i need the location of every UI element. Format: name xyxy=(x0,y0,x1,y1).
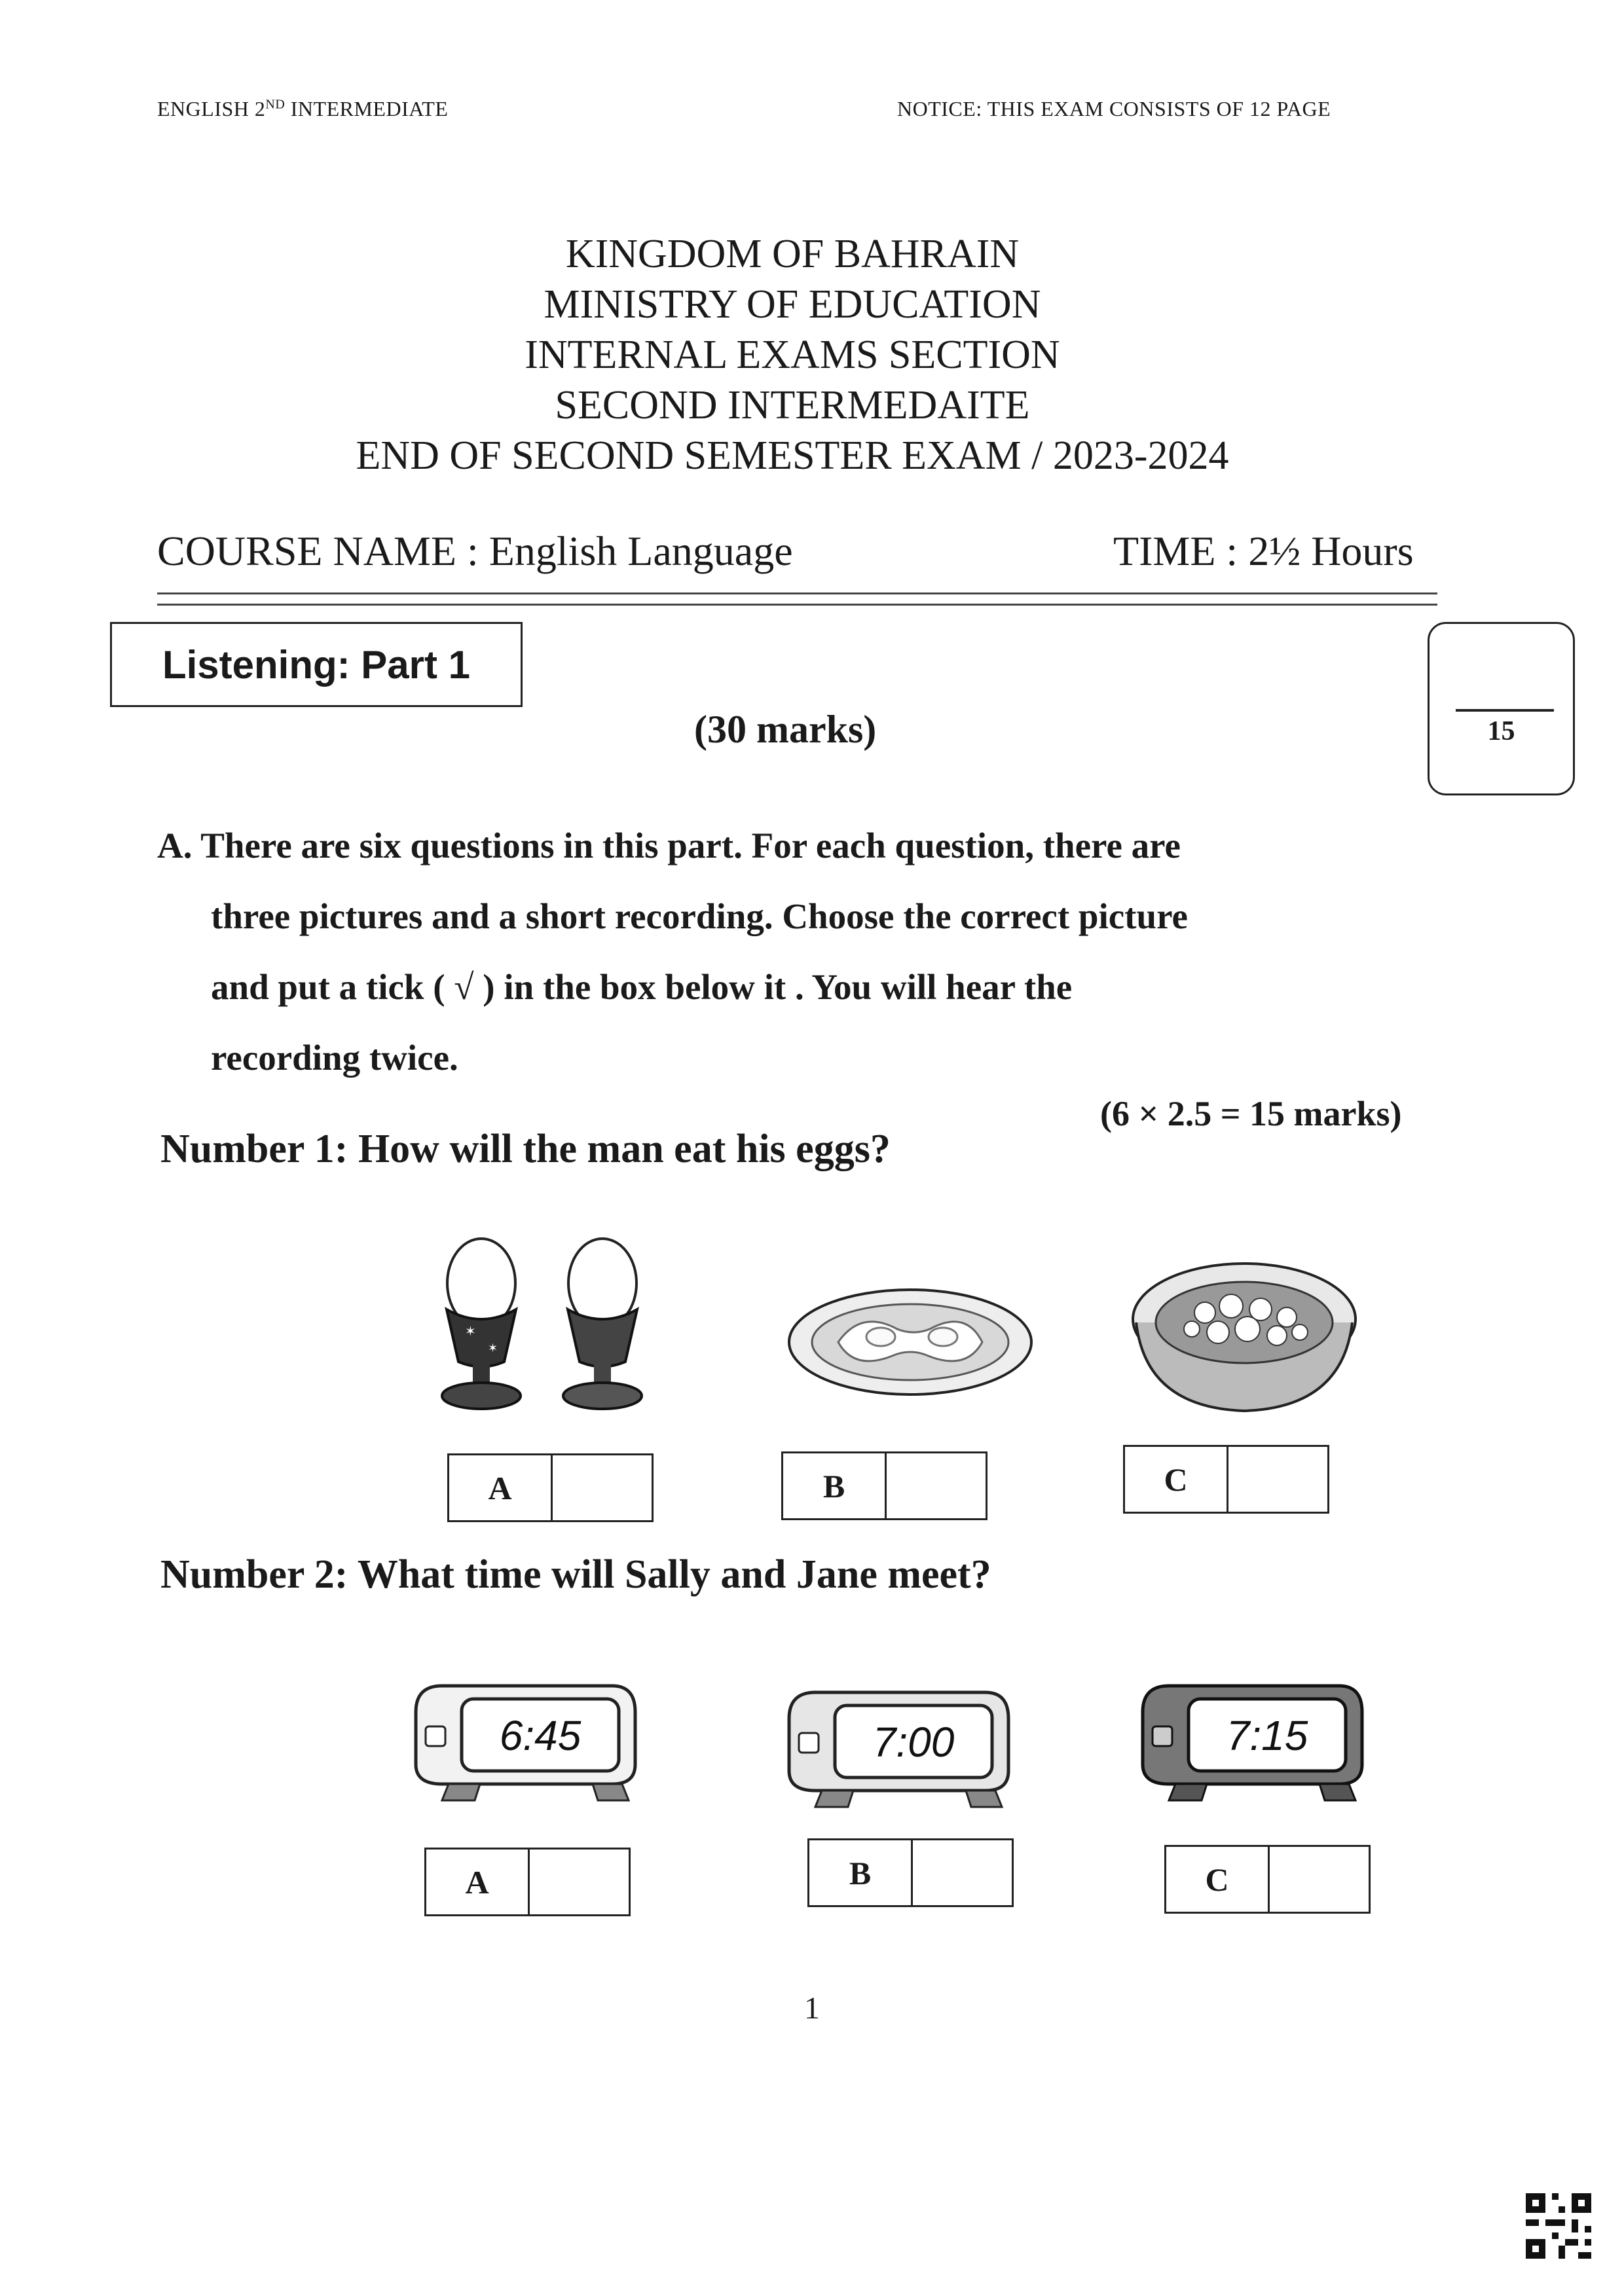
q1-option-b[interactable] xyxy=(781,1451,987,1520)
clock-time: 6:45 xyxy=(499,1712,581,1759)
clock-icon xyxy=(403,1673,645,1804)
question-2-text: Number 2: What time will Sally and Jane meet? xyxy=(160,1552,991,1597)
option-label: A xyxy=(449,1455,553,1520)
marks-calculation: (6 × 2.5 = 15 marks) xyxy=(1100,1094,1402,1133)
tick-box[interactable] xyxy=(530,1850,629,1914)
header-level: INTERMEDIATE xyxy=(285,97,449,120)
option-label: C xyxy=(1125,1447,1228,1512)
title-line-1: KINGDOM OF BAHRAIN xyxy=(565,232,1020,276)
fried-eggs-icon xyxy=(783,1283,1038,1401)
boiled-eggs-icon xyxy=(426,1231,537,1427)
boiled-eggs-icon xyxy=(547,1231,658,1427)
title-line-3: INTERNAL EXAMS SECTION xyxy=(525,333,1060,377)
title-line-4: SECOND INTERMEDAITE xyxy=(555,383,1030,428)
question-1-text: Number 1: How will the man eat his eggs? xyxy=(160,1127,891,1171)
svg-text:✶: ✶ xyxy=(488,1341,498,1355)
option-label: A xyxy=(426,1850,530,1914)
clock-time: 7:00 xyxy=(872,1719,955,1766)
course-time: TIME : 2½ Hours xyxy=(1113,528,1414,574)
q2-option-c[interactable] xyxy=(1164,1845,1371,1914)
header-left xyxy=(157,97,448,121)
instructions xyxy=(157,811,1401,1093)
clock-icon xyxy=(1130,1673,1372,1804)
section-marks: (30 marks) xyxy=(694,708,877,751)
clock-icon xyxy=(776,1679,1018,1810)
scrambled-eggs-icon xyxy=(1126,1244,1362,1421)
tick-box[interactable] xyxy=(887,1453,986,1518)
q2-option-a[interactable] xyxy=(424,1848,631,1916)
tick-box[interactable] xyxy=(913,1840,1012,1905)
header-notice: NOTICE: THIS EXAM CONSISTS OF 12 PAGE xyxy=(897,97,1331,120)
header-subject: ENGLISH 2 xyxy=(157,97,266,120)
score-max: 15 xyxy=(1487,716,1515,746)
course-name: COURSE NAME : English Language xyxy=(157,528,793,574)
title-block xyxy=(0,229,1624,481)
tick-box[interactable] xyxy=(1228,1447,1327,1512)
header-superscript: ND xyxy=(265,97,286,112)
option-label: C xyxy=(1166,1847,1270,1912)
instruction-line-2: three pictures and a short recording. Choose the correct picture xyxy=(211,896,1188,936)
score-box[interactable] xyxy=(1428,622,1575,795)
title-line-2: MINISTRY OF EDUCATION xyxy=(544,282,1041,327)
instruction-line-3: and put a tick ( √ ) in the box below it . You will hear the xyxy=(211,967,1073,1007)
tick-box[interactable] xyxy=(553,1455,652,1520)
instruction-line-4: recording twice. xyxy=(211,1038,458,1078)
svg-text:✶: ✶ xyxy=(465,1324,476,1339)
q1-option-a[interactable] xyxy=(447,1453,654,1522)
q1-option-c[interactable] xyxy=(1123,1445,1329,1514)
tick-box[interactable] xyxy=(1270,1847,1369,1912)
section-heading: Listening: Part 1 xyxy=(110,622,523,707)
score-blank-line xyxy=(1456,709,1554,712)
option-label: B xyxy=(809,1840,913,1905)
q2-option-b[interactable] xyxy=(807,1838,1014,1907)
double-divider xyxy=(157,592,1437,606)
instruction-line-1: A. There are six questions in this part. For each question, there are xyxy=(157,826,1181,866)
page-number: 1 xyxy=(804,1991,820,2026)
clock-time: 7:15 xyxy=(1226,1712,1308,1759)
qr-code-icon xyxy=(1526,2193,1591,2259)
option-label: B xyxy=(783,1453,887,1518)
title-line-5: END OF SECOND SEMESTER EXAM / 2023-2024 xyxy=(356,433,1229,478)
